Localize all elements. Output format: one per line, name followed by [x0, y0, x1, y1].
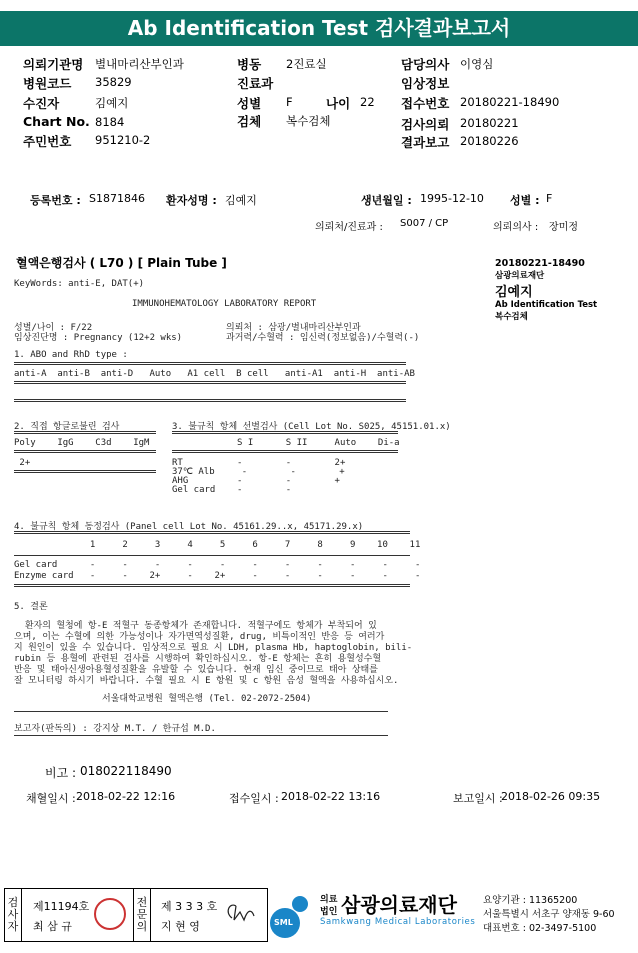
sex-label: 성별 :	[510, 194, 540, 207]
section-4: 4. 불규칙 항체 동정검사 (Panel cell Lot No. 45161.29..x, 45171.29.x)	[14, 522, 364, 532]
section-3: 3. 불규칙 항체 선별검사 (Cell Lot No. S025, 45151.01.x)	[172, 422, 451, 432]
scanned-report	[4, 168, 634, 875]
reporter: 보고자(판독의) : 강지상 M.T. / 한규섭 M.D.	[14, 724, 216, 734]
report-time: 2018-02-26 09:35	[501, 790, 601, 803]
divider	[14, 450, 156, 453]
divider	[14, 531, 410, 534]
specialist-name: 지 현 영	[161, 920, 200, 933]
screen-row: AHG - - +	[172, 476, 340, 486]
info-value: 20180221-18490	[460, 95, 560, 109]
info-value: 김예지	[95, 96, 129, 110]
info-label: 진료과	[237, 76, 274, 91]
screen-row: Gel card - -	[172, 485, 292, 495]
conclusion-line: 환자의 혈청에 항-E 적혈구 동종항체가 존재합니다. 적혈구에도 항체가 부착되어 있	[14, 621, 377, 631]
address-line: 요양기관 : 11365200	[483, 895, 578, 906]
specialist-label: 전문의	[136, 896, 148, 933]
tester-label: 검사자	[7, 896, 19, 933]
sticker-line: 복수검체	[495, 312, 528, 322]
address-line: 대표번호 : 02-3497-5100	[483, 923, 597, 934]
section-2: 2. 직접 항글로불린 검사	[14, 422, 120, 432]
requester: 의뢰처 : 삼광/별내마리산부인과	[226, 323, 361, 333]
org-small: 법인	[320, 907, 338, 917]
reg-no: S1871846	[89, 192, 145, 205]
info-label: 결과보고	[401, 135, 450, 150]
dob-label: 생년월일 :	[361, 194, 412, 207]
panel-row: Enzyme card - - 2+ - 2+ - - - - - -	[14, 571, 421, 581]
section-title: 혈액은행검사 ( L70 ) [ Plain Tube ]	[16, 256, 227, 270]
sex: F	[546, 192, 553, 205]
hospital-info: 서울대학교병원 혈액은행 (Tel. 02-2072-2504)	[102, 694, 312, 704]
sml-logo-icon	[270, 894, 314, 938]
conclusion-line: 반응 및 태아신생아용혈성질환을 유발할 수 있습니다. 현재 임신 중이므로 태아 상태를	[14, 665, 378, 675]
info-label: 담당의사	[401, 57, 450, 72]
patient-name: 김예지	[225, 194, 257, 207]
divider	[14, 735, 388, 736]
divider	[14, 431, 156, 434]
dat-value: 2+	[14, 458, 31, 468]
sticker-line: Ab Identification Test	[495, 300, 598, 310]
info-label: 검체	[237, 114, 262, 129]
divider	[14, 711, 388, 712]
screen-row: 37℃ Alb - - +	[172, 467, 345, 477]
report-title: Ab Identification Test 검사결과보고서	[0, 11, 638, 46]
divider	[14, 555, 410, 556]
bigo-value: 018022118490	[80, 764, 172, 778]
report-time-label: 보고일시 :	[453, 792, 503, 805]
doctor: 장미정	[549, 222, 578, 233]
abo-columns: anti-A anti-B anti-D Auto A1 cell B cell anti-A1 anti-H anti-AB	[14, 369, 415, 379]
doctor-label: 의뢰의사 :	[493, 222, 539, 233]
info-value: 8184	[95, 115, 125, 129]
divider	[14, 362, 406, 365]
divider	[172, 450, 398, 453]
info-value: 2진료실	[286, 57, 327, 71]
info-label: 병동	[237, 57, 262, 72]
info-label: 의뢰기관명	[23, 57, 84, 72]
info-value: 22	[360, 95, 375, 109]
tester-license: 제11194호	[33, 900, 90, 913]
info-value: 별내마리산부인과	[95, 57, 184, 71]
divider	[14, 584, 410, 587]
panel-row: Gel card - - - - - - - - - - -	[14, 560, 421, 570]
signature-icon	[222, 900, 256, 924]
divider	[14, 470, 156, 473]
screen-row: RT - - 2+	[172, 458, 346, 468]
tester-seal-icon	[94, 898, 126, 930]
divider	[14, 399, 406, 402]
sex-age: 성별/나이 : F/22	[14, 323, 93, 333]
info-label: 주민번호	[23, 134, 72, 149]
dept-label: 의뢰처/진료과 :	[315, 222, 383, 233]
section-5: 5. 결론	[14, 602, 48, 612]
screen-columns: S I S II Auto Di-a	[172, 438, 400, 448]
bigo-label: 비고 :	[45, 766, 77, 780]
info-label: Chart No.	[23, 114, 90, 129]
info-label: 수진자	[23, 96, 60, 111]
org-name: 삼광의료재단	[341, 893, 457, 917]
conclusion-line: 으며, 이는 수혈에 의한 가능성이나 자가면역성질환, drug, 비특이적인 반응 등 여러가	[14, 632, 385, 642]
receipt-time: 2018-02-22 13:16	[281, 790, 381, 803]
sticker-line: 김예지	[495, 285, 533, 300]
info-label: 검사의뢰	[401, 117, 450, 132]
draw-time: 2018-02-22 12:16	[76, 790, 176, 803]
footer	[0, 886, 638, 953]
receipt-time-label: 접수일시 :	[229, 792, 279, 805]
info-value: 20180221	[460, 116, 519, 130]
divider	[172, 431, 398, 434]
info-value: 951210-2	[95, 133, 151, 147]
reg-label: 등록번호 :	[30, 194, 81, 207]
tester-name: 최 삼 규	[33, 920, 72, 933]
address-line: 서울특별시 서초구 양재동 9-60	[483, 909, 615, 920]
sticker-line: 20180221-18490	[495, 258, 585, 269]
dob: 1995-12-10	[420, 192, 484, 205]
info-value: 35829	[95, 75, 132, 89]
info-value: 이영심	[460, 57, 494, 71]
panel-columns: 1 2 3 4 5 6 7 8 9 10 11	[14, 540, 421, 550]
dat-columns: Poly IgG C3d IgM	[14, 438, 150, 448]
patient-label: 환자성명 :	[166, 194, 217, 207]
keywords: KeyWords: anti-E, DAT(+)	[14, 279, 145, 289]
lab-title: IMMUNOHEMATOLOGY LABORATORY REPORT	[132, 299, 317, 309]
info-label: 병원코드	[23, 76, 72, 91]
section-1: 1. ABO and RhD type :	[14, 350, 128, 360]
info-label: 임상정보	[401, 76, 450, 91]
diagnosis: 임상진단명 : Pregnancy (12+2 wks)	[14, 333, 183, 343]
conclusion-line: 지 원인이 있을 수 있습니다. 임상적으로 필요 시 LDH, plasma Hb, haptoglobin, bili-	[14, 643, 413, 653]
info-label: 나이	[326, 96, 351, 111]
org-small: 의료	[320, 895, 338, 905]
divider	[14, 381, 406, 384]
info-label: 접수번호	[401, 96, 450, 111]
org-english: Samkwang Medical Laboratories	[320, 917, 476, 927]
draw-time-label: 채혈일시 :	[26, 792, 76, 805]
info-value: F	[286, 95, 293, 109]
conclusion-line: rubin 등 용혈에 관련된 검사를 시행하여 확인하십시오. 항-E 항체는 흔히 용혈성수혈	[14, 654, 382, 664]
sticker-line: 삼광의료재단	[495, 271, 545, 281]
sample-sticker	[495, 258, 620, 322]
logo-text: SML	[274, 918, 293, 927]
info-value: 20180226	[460, 134, 519, 148]
specialist-license: 제 3 3 3 호	[161, 900, 218, 913]
info-label: 성별	[237, 96, 262, 111]
conclusion-line: 잘 모니터링 하시기 바랍니다. 수혈 필요 시 E 항원 및 c 항원 음성 혈액을 사용하십시오.	[14, 676, 399, 686]
dept: S007 / CP	[400, 218, 449, 229]
info-value: 복수검체	[286, 114, 331, 128]
history: 과거력/수혈력 : 임신력(정보없음)/수혈력(-)	[226, 333, 420, 343]
